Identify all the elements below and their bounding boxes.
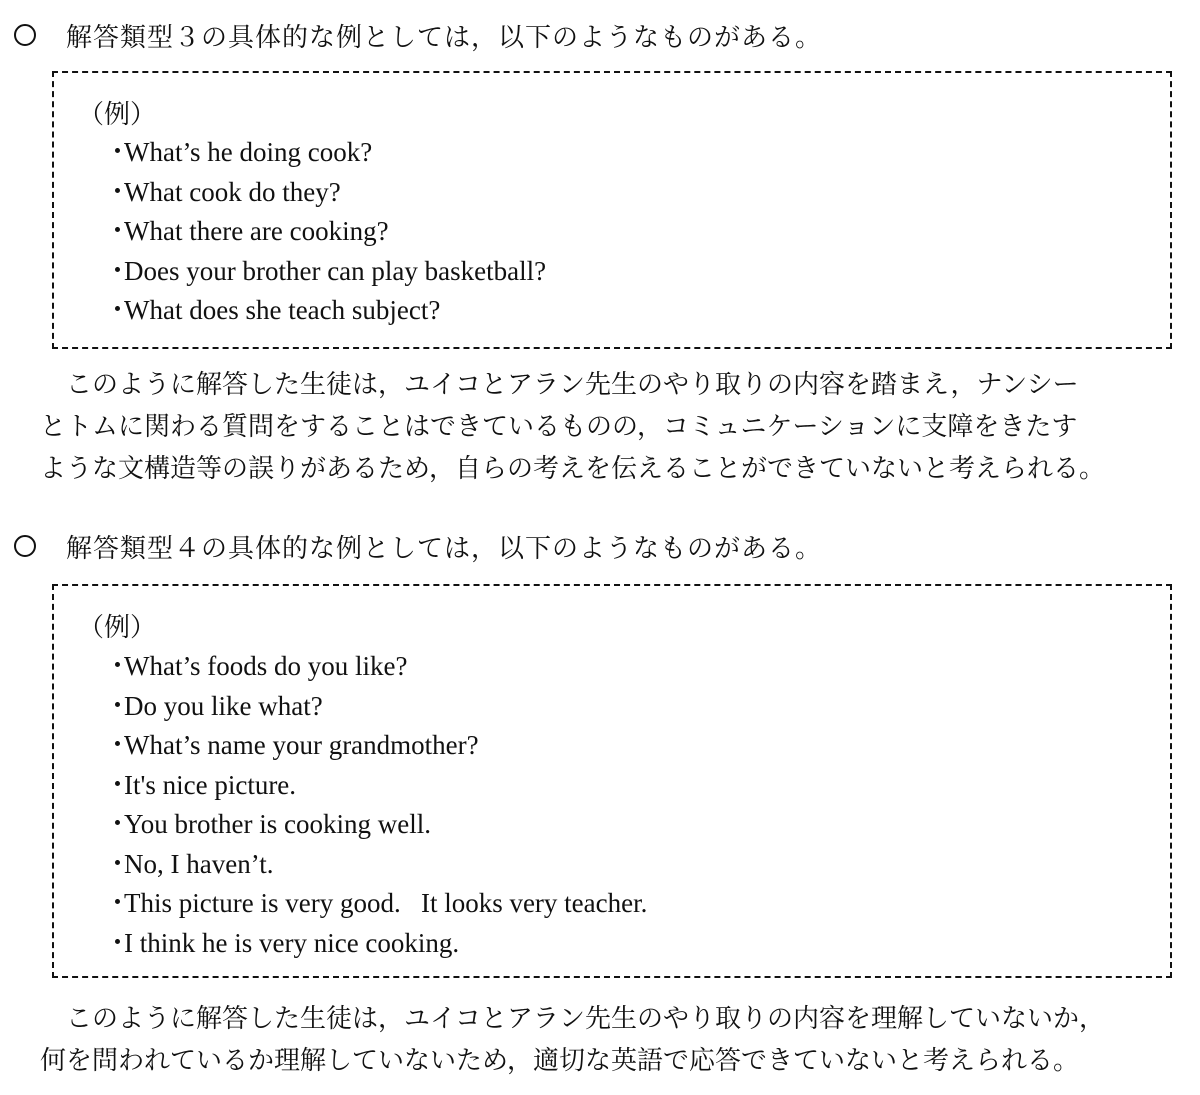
example-list xyxy=(104,133,546,331)
heading-text: 解答類型４の具体的な例としては，以下のようなものがある。 xyxy=(66,533,823,564)
section-heading xyxy=(14,528,822,564)
bullet-icon: ・ xyxy=(104,927,131,959)
example-box xyxy=(52,71,1172,349)
section-heading xyxy=(14,17,822,53)
bullet-icon: ・ xyxy=(104,255,131,287)
explanation-paragraph: このように解答した生徒は，ユイコとアラン先生のやり取りの内容を理解していないか， 何を問われているか理解していないため，適切な英語で応答できていないと考えられる。 xyxy=(40,1004,1105,1076)
heading-text: 解答類型３の具体的な例としては，以下のようなものがある。 xyxy=(66,22,823,53)
example-item: ・No, I haven’t. xyxy=(104,845,647,885)
bullet-icon: ・ xyxy=(104,651,131,682)
example-label: （例） xyxy=(78,613,157,643)
example-item: ・What does she teach subject? xyxy=(104,291,546,331)
explanation-paragraph: このように解答した生徒は，ユイコとアラン先生のやり取りの内容を踏まえ，ナンシー とトムに関わる質問をすることはできているものの，コミュニケーションに支障をきたす ような文構造等の誤りがあるため，自らの考えを伝えることができていないと考えられる。 xyxy=(40,370,1105,484)
bullet-icon: ・ xyxy=(104,809,131,840)
example-item: ・What’s foods do you like? xyxy=(104,647,647,687)
example-item: ・Do you like what? xyxy=(104,687,647,727)
example-label: （例） xyxy=(78,100,157,130)
bullet-icon: ・ xyxy=(104,295,131,326)
example-item: ・Does your brother can play basketball? xyxy=(104,252,546,292)
example-item: ・What’s he doing cook? xyxy=(104,133,546,173)
example-item: ・It's nice picture. xyxy=(104,766,647,806)
circle-marker-icon xyxy=(14,24,36,46)
bullet-icon: ・ xyxy=(104,216,131,247)
bullet-icon: ・ xyxy=(104,730,131,761)
example-item: ・What cook do they? xyxy=(104,173,546,213)
circle-marker-icon xyxy=(14,535,36,557)
example-item: ・You brother is cooking well. xyxy=(104,805,647,845)
example-item: ・What there are cooking? xyxy=(104,212,546,252)
bullet-icon: ・ xyxy=(104,690,131,722)
example-list xyxy=(104,647,647,963)
example-box xyxy=(52,584,1172,978)
bullet-icon: ・ xyxy=(104,888,131,919)
example-item: ・What’s name your grandmother? xyxy=(104,726,647,766)
example-item: ・This picture is very good. It looks very teacher. xyxy=(104,884,647,924)
bullet-icon: ・ xyxy=(104,137,131,168)
bullet-icon: ・ xyxy=(104,176,131,208)
bullet-icon: ・ xyxy=(104,848,131,880)
bullet-icon: ・ xyxy=(104,769,131,801)
example-item: ・I think he is very nice cooking. xyxy=(104,924,647,964)
